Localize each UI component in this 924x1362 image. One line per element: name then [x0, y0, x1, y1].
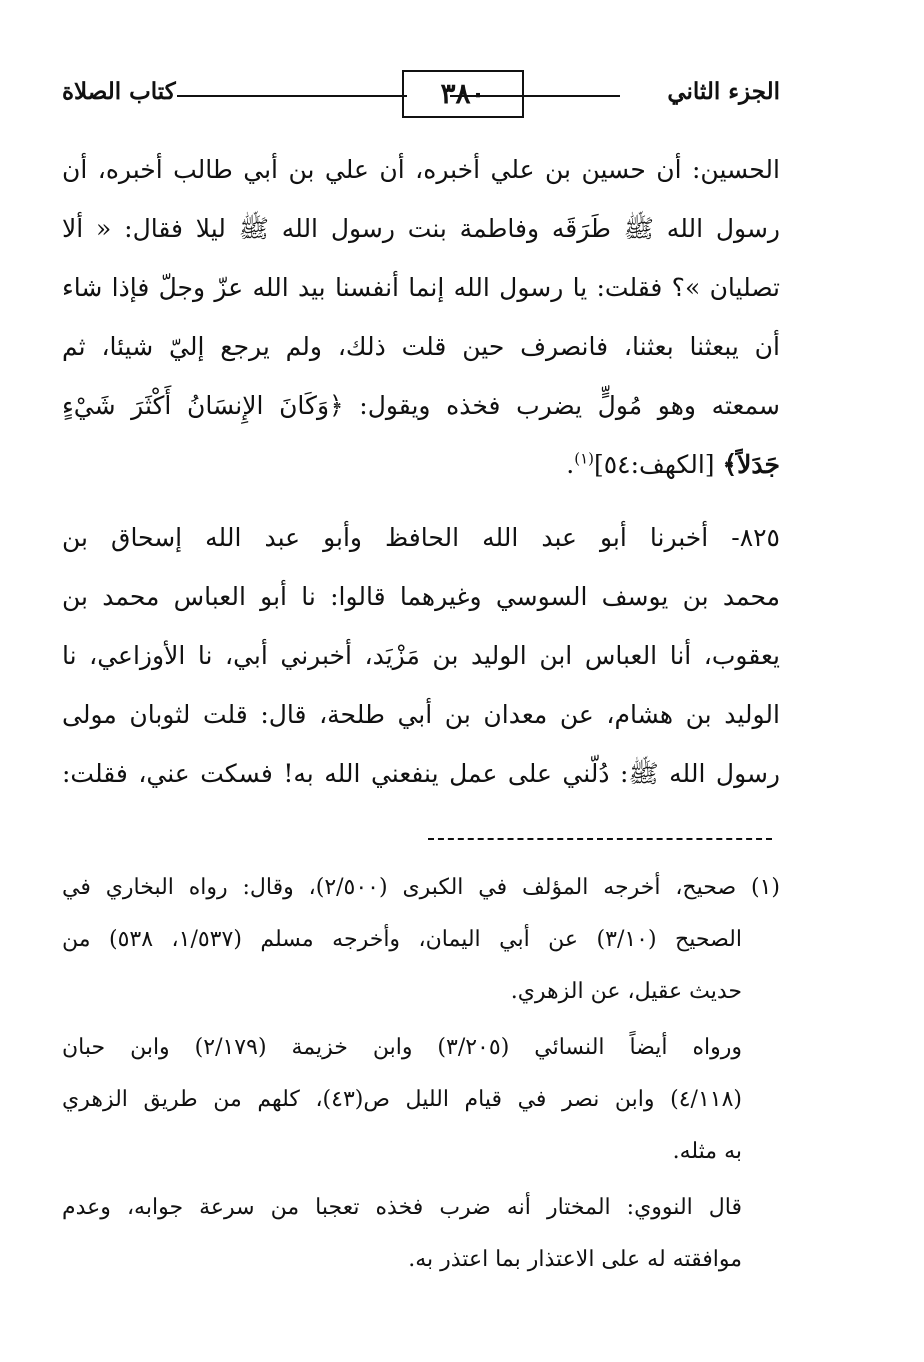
footnote-marker: (١)	[574, 449, 594, 468]
text-line: محمد بن يوسف السوسي وغيرهما قالوا: نا أبو العباس محمد بن	[62, 582, 780, 611]
footnote-line: به مثله.	[672, 1139, 742, 1164]
footnote-line: موافقته له على الاعتذار بما اعتذر به.	[408, 1247, 742, 1272]
main-text	[62, 140, 780, 803]
quran-verse-end: جَدَلاً﴾	[722, 450, 780, 479]
footnote-line: ورواه أيضاً النسائي (٣/٢٠٥) وابن خزيمة (٢/١٧٩) وابن حبان	[62, 1035, 742, 1060]
page-number: ٣٨٠	[402, 70, 524, 118]
hadith-825-start: ٨٢٥- أخبرنا أبو عبد الله الحافظ وأبو عبد الله إسحاق بن	[62, 523, 780, 552]
text-line: رسول الله ﷺ: دُلّني على عمل ينفعني الله به! فسكت عني، فقلت:	[62, 759, 780, 788]
page-header	[62, 70, 780, 122]
text-line: تصليان »؟ فقلت: يا رسول الله إنما أنفسنا بيد الله عزّ وجلّ فإذا شاء	[62, 273, 780, 302]
text-line: الوليد بن هشام، عن معدان بن أبي طلحة، قال: قلت لثوبان مولى	[62, 700, 780, 729]
footnote-line: قال النووي: المختار أنه ضرب فخذه تعجبا من سرعة جوابه، وعدم	[62, 1195, 742, 1220]
footnotes	[62, 862, 780, 1286]
footnote-line: (١) صحيح، أخرجه المؤلف في الكبرى (٢/٥٠٠)، وقال: رواه البخاري في	[62, 875, 780, 900]
book-title: كتاب الصلاة	[62, 78, 176, 105]
header-rule-left	[177, 95, 407, 97]
text-line-quran-end	[62, 435, 780, 494]
text-line: الحسين: أن حسين بن علي أخبره، أن علي بن أبي طالب أخبره، أن	[62, 155, 780, 184]
footnote-line: الصحيح (٣/١٠) عن أبي اليمان، وأخرجه مسلم (١/٥٣٧، ٥٣٨) من	[62, 927, 742, 952]
footnote-line: حديث عقيل، عن الزهري.	[510, 979, 742, 1004]
sentence-end: .	[566, 450, 575, 479]
footnote-separator	[428, 838, 772, 840]
surah-reference: [الكهف:٥٤]	[593, 450, 723, 479]
volume-title: الجزء الثاني	[667, 78, 780, 105]
footnote-line: (٤/١١٨) وابن نصر في قيام الليل ص(٤٣)، كلهم من طريق الزهري	[62, 1087, 742, 1112]
text-line: أن يبعثنا بعثنا، فانصرف حين قلت ذلك، ولم يرجع إليّ شيئا، ثم	[62, 332, 780, 361]
text-line: يعقوب، أنا العباس ابن الوليد بن مَزْيَد، أخبرني أبي، نا الأوزاعي، نا	[62, 641, 780, 670]
text-line: سمعته وهو مُولٍّ يضرب فخذه ويقول: ﴿وَكَانَ الإِنسَانُ أَكْثَرَ شَيْءٍ	[62, 391, 780, 420]
text-line: رسول الله ﷺ طَرَقَه وفاطمة بنت رسول الله ﷺ ليلا فقال: « ألا	[62, 214, 780, 243]
